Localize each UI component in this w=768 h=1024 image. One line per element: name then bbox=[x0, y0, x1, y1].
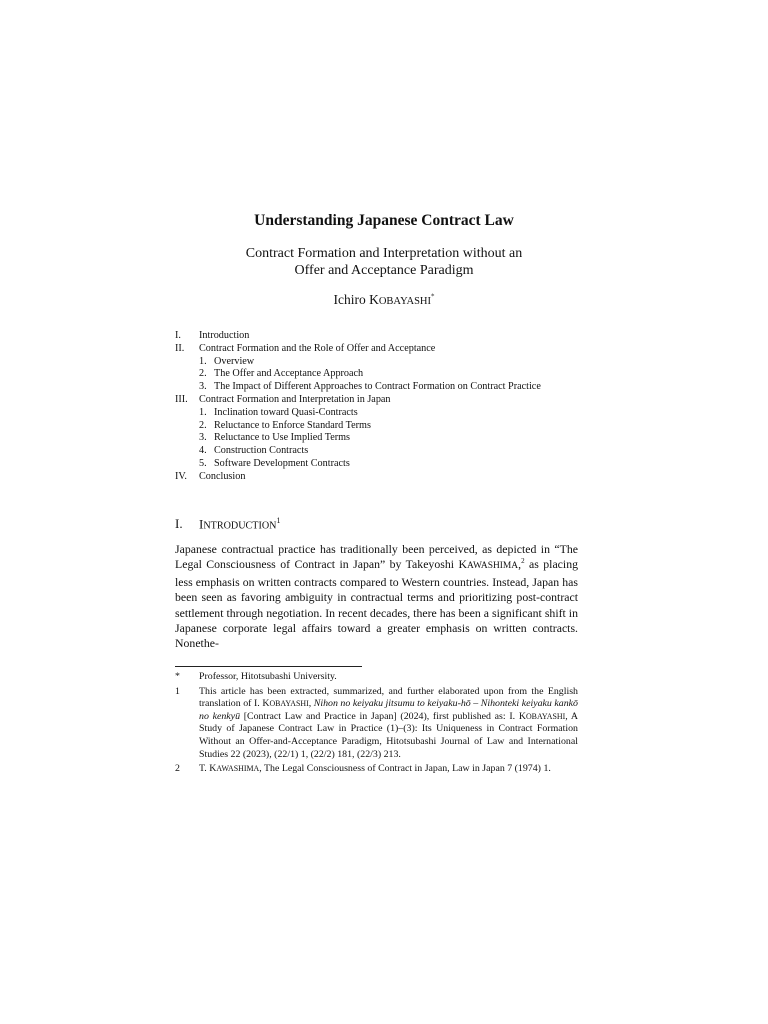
paper-subtitle bbox=[0, 245, 768, 279]
author-footnote-mark: * bbox=[431, 292, 435, 301]
footnotes bbox=[175, 671, 578, 778]
toc-subitem-offer-acceptance: 2. The Offer and Acceptance Approach bbox=[199, 368, 364, 380]
footnote-1: 1 This article has been extracted, summarized, and further elaborated upon from the English translation of I. KOBAYASHI, Nihon no keiyaku jitsumu to keiyaku-hō – Nihonteki keiyaku kankō no kenkyū [Contract Law and Practice in Japan] (2024), first published as: I. KOBAYASHI, A Study of Japanese Contract Law in Practice (1)–(3): Its Uniqueness in Contract Formation Without an Offer-and-Acceptance Paradigm, Hitotsubashi Journal of Law and International Studies 22 (2023), (22/1) 1, (22/2) 181, (22/3) 213. bbox=[175, 685, 578, 760]
toc-subitem-implied-terms: 3. Reluctance to Use Implied Terms bbox=[199, 432, 351, 444]
toc-subitem-construction: 4. Construction Contracts bbox=[199, 445, 309, 457]
author-given-name: Ichiro bbox=[333, 292, 366, 307]
table-of-contents bbox=[175, 330, 585, 484]
subtitle-line-1: Contract Formation and Interpretation without an bbox=[245, 246, 523, 261]
toc-subitem-standard-terms: 2. Reluctance to Enforce Standard Terms bbox=[199, 419, 371, 431]
toc-subitem-software: 5. Software Development Contracts bbox=[199, 457, 350, 469]
body-paragraph: Japanese contractual practice has traditionally been perceived, as depicted in “The Legal Consciousness of Contract in Japan” by Takeyoshi KAWASHIMA,$^2$ as placing less emphasis on written contracts compared to Western countries. Instead, Japan has been seen as favoring ambiguity in contractual terms and prioritizing post-contract settlement through negotiation. In recent decades, there has been a significant shift in Japanese corporate legal affairs toward a greater emphasis on written contracts. Nonethe- bbox=[175, 542, 578, 651]
footnote-star: * Professor, Hitotsubashi University. bbox=[175, 671, 337, 682]
toc-subitem-impact: 3. The Impact of Different Approaches to Contract Formation on Contract Practice bbox=[199, 381, 541, 393]
paper-title: Understanding Japanese Contract Law bbox=[254, 212, 514, 229]
toc-item-contract-formation: II. Contract Formation and the Role of Offer and Acceptance bbox=[175, 342, 436, 354]
section-heading: I. INTRODUCTION$^1$ bbox=[175, 516, 281, 532]
cited-author: KAWASHIMA bbox=[458, 557, 519, 572]
author-family-name: KOBAYASHI bbox=[369, 292, 432, 307]
toc-subitem-quasi-contracts: 1. Inclination toward Quasi-Contracts bbox=[199, 406, 358, 418]
subtitle-line-2: Offer and Acceptance Paradigm bbox=[294, 263, 474, 278]
toc-item-japan: III. Contract Formation and Interpretation in Japan bbox=[175, 393, 391, 405]
toc-item-conclusion: IV. Conclusion bbox=[175, 470, 246, 482]
toc-item-introduction: I. Introduction bbox=[175, 330, 250, 341]
footnote-ref-2: 2 bbox=[521, 557, 525, 566]
author-name bbox=[0, 292, 768, 308]
section-footnote-mark: 1 bbox=[276, 516, 281, 525]
footnote-2: 2 T. KAWASHIMA, The Legal Consciousness of Contract in Japan, Law in Japan 7 (1974) 1. bbox=[175, 763, 551, 775]
footnote-divider bbox=[175, 666, 362, 667]
toc-subitem-overview: 1. Overview bbox=[199, 355, 255, 367]
